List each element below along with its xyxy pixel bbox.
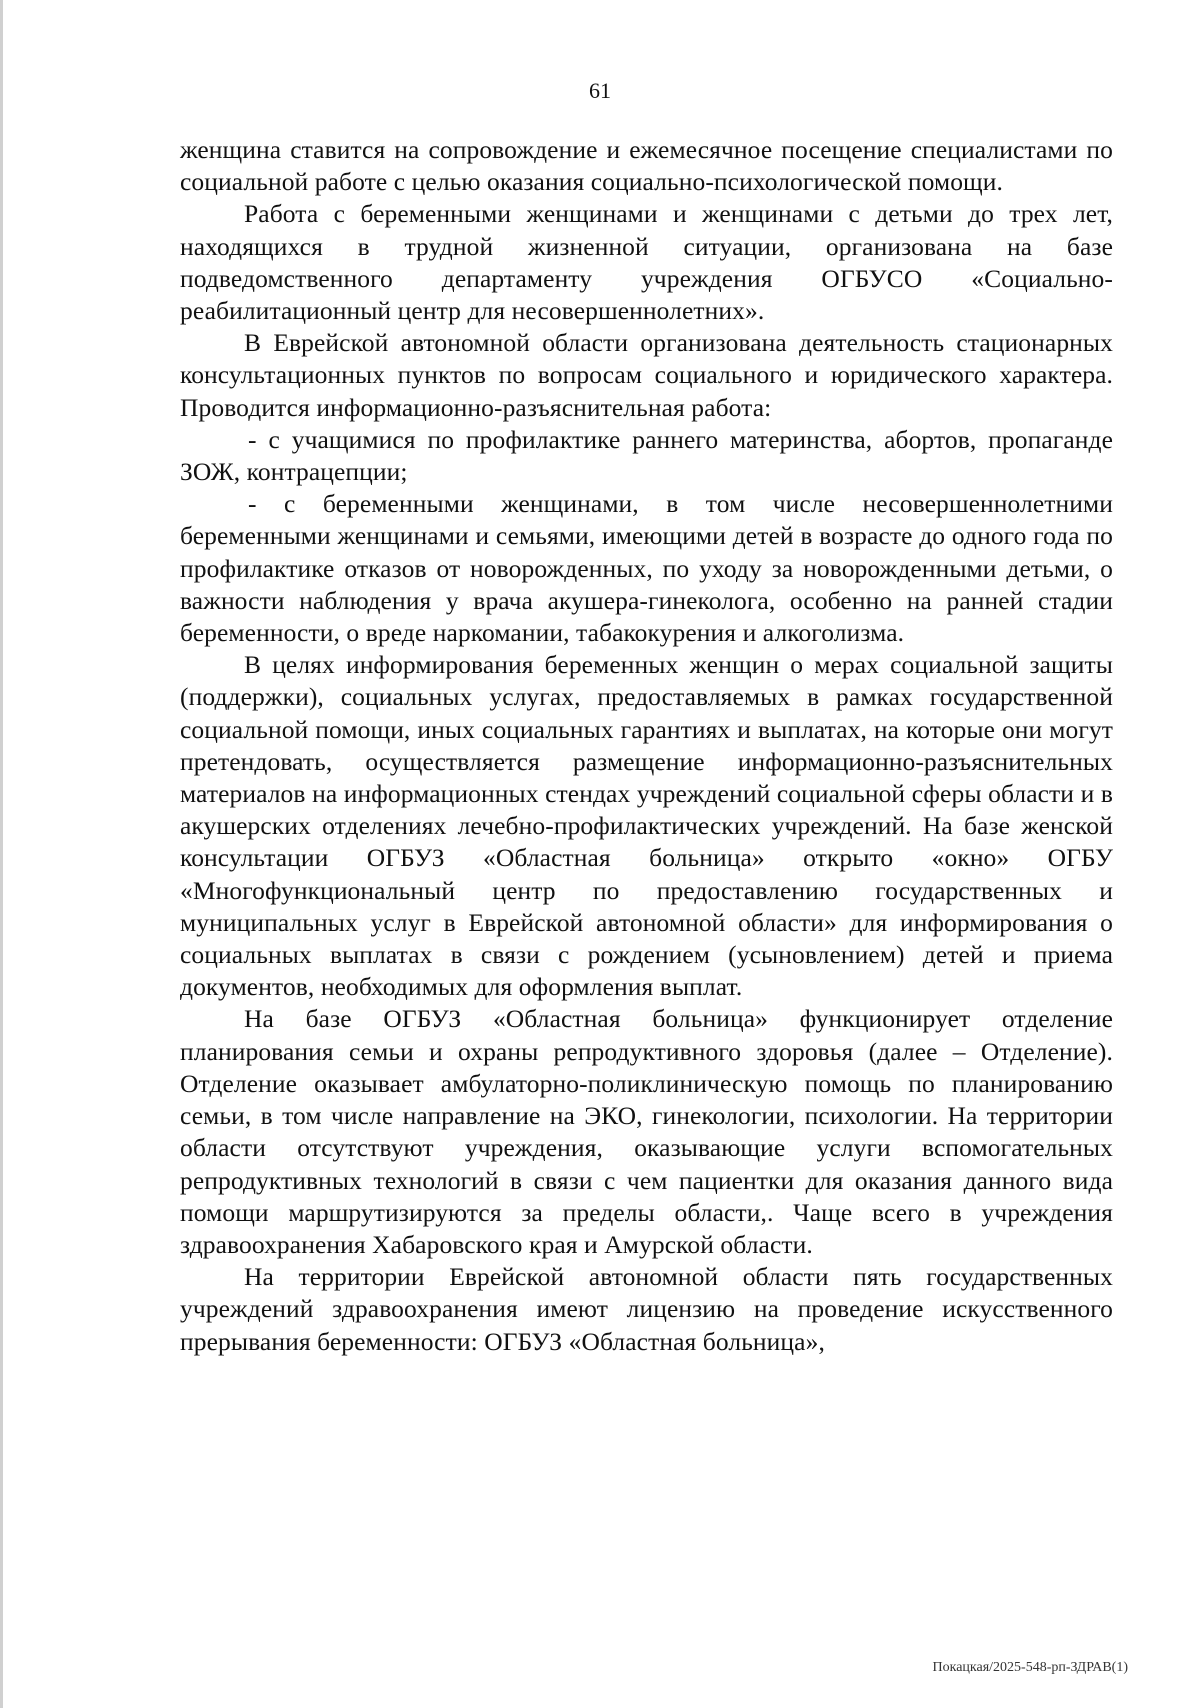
page-number: 61 (589, 78, 611, 103)
scan-edge (0, 0, 3, 1708)
document-body (180, 134, 1113, 1358)
paragraph: На территории Еврейской автономной области пять государственных учреждений здравоохранения имеют лицензию на проведение искусственного прерывания беременности: ОГБУЗ «Областная больница», (180, 1262, 1113, 1356)
paragraph: женщина ставится на сопровождение и ежемесячное посещение специалистами по социальной работе с целью оказания социально-психологической помощи. (180, 135, 1113, 197)
paragraph: На базе ОГБУЗ «Областная больница» функционирует отделение планирования семьи и охраны репродуктивного здоровья (далее – Отделение). Отделение оказывает амбулаторно-поликлиническую помощь по планированию семьи, в том числе направление на ЭКО, гинекологии, психологии. На территории области отсутствуют учреждения, оказывающие услуги вспомогательных репродуктивных технологий в связи с чем пациентки для оказания данного вида помощи маршрутизируются за пределы области,. Чаще всего в учреждения здравоохранения Хабаровского края и Амурской области. (180, 1004, 1113, 1259)
document-code: Покацкая/2025-548-рп-ЗДРАВ(1) (932, 1660, 1128, 1675)
paragraph: В Еврейской автономной области организована деятельность стационарных консультационных пунктов по вопросам социального и юридического характера. Проводится информационно-разъяснительная работа: (180, 328, 1113, 422)
list-item: - с учащимися по профилактике раннего материнства, абортов, пропаганде ЗОЖ, контрацепции; (180, 424, 1113, 487)
list-item: - с беременными женщинами, в том числе несовершеннолетними беременными женщинами и семьями, имеющими детей в возрасте до одного года по профилактике отказов от новорожденных, по уходу за новорожденными детьми, о важности наблюдения у врача акушера-гинеколога, особенно на ранней стадии беременности, о вреде наркомании, табакокурения и алкоголизма. (180, 489, 1113, 648)
paragraph: В целях информирования беременных женщин о мерах социальной защиты (поддержки), социальных услугах, предоставляемых в рамках государственной социальной помощи, иных социальных гарантиях и выплатах, на которые они могут претендовать, осуществляется размещение информационно-разъяснительных материалов на информационных стендах учреждений социальной сферы области и в акушерских отделениях лечебно-профилактических учреждений. На базе женской консультации ОГБУЗ «Областная больница» открыто «окно» ОГБУ «Многофункциональный центр по предоставлению государственных и муниципальных услуг в Еврейской автономной области» для информирования о социальных выплатах в связи с рождением (усыновлением) детей и приема документов, необходимых для оформления выплат. (180, 650, 1113, 1002)
paragraph: Работа с беременными женщинами и женщинами с детьми до трех лет, находящихся в трудной жизненной ситуации, организована на базе подведомственного департаменту учреждения ОГБУСО «Социально-реабилитационный центр для несовершеннолетних». (180, 199, 1113, 326)
